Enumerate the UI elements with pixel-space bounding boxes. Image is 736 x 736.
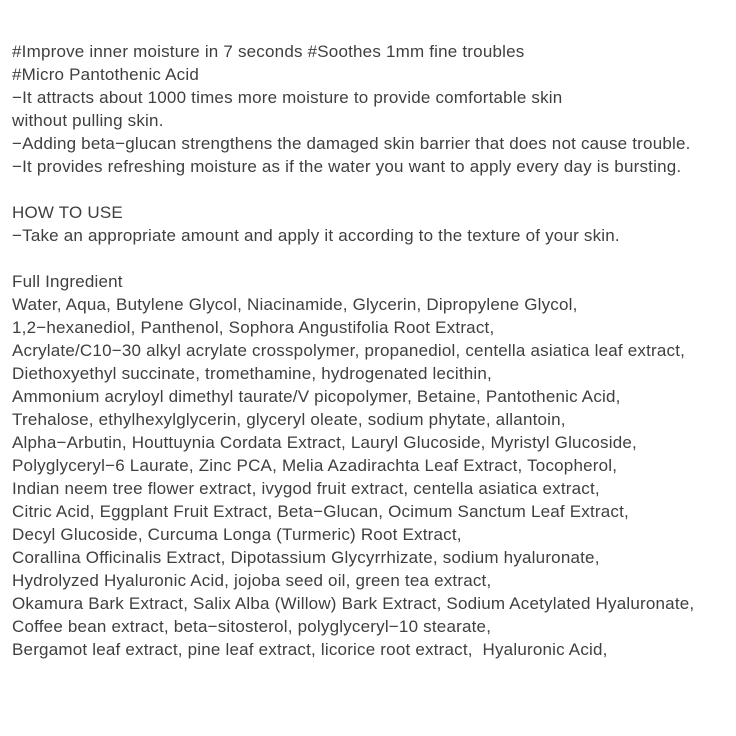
text-line: Decyl Glucoside, Curcuma Longa (Turmeric) Root Extract, <box>12 525 462 544</box>
text-line: 1,2−hexanediol, Panthenol, Sophora Angustifolia Root Extract, <box>12 318 495 337</box>
intro-paragraph <box>12 40 732 178</box>
text-line: Water, Aqua, Butylene Glycol, Niacinamide, Glycerin, Dipropylene Glycol, <box>12 295 578 314</box>
blank-line <box>12 247 732 270</box>
text-line: without pulling skin. <box>12 111 164 130</box>
text-line: Indian neem tree flower extract, ivygod fruit extract, centella asiatica extract, <box>12 479 600 498</box>
how-to-use-heading: HOW TO USE <box>12 203 123 222</box>
text-line: #Improve inner moisture in 7 seconds #Soothes 1mm fine troubles <box>12 42 525 61</box>
text-line: #Micro Pantothenic Acid <box>12 65 199 84</box>
ingredients-heading: Full Ingredient <box>12 272 123 291</box>
text-line: −It attracts about 1000 times more moisture to provide comfortable skin <box>12 88 563 107</box>
how-to-use-section <box>12 201 732 247</box>
text-line: Coffee bean extract, beta−sitosterol, polyglyceryl−10 stearate, <box>12 617 492 636</box>
text-line: Okamura Bark Extract, Salix Alba (Willow) Bark Extract, Sodium Acetylated Hyaluronate, <box>12 594 695 613</box>
text-line: Citric Acid, Eggplant Fruit Extract, Beta−Glucan, Ocimum Sanctum Leaf Extract, <box>12 502 629 521</box>
ingredients-section <box>12 270 732 661</box>
text-line: Polyglyceryl−6 Laurate, Zinc PCA, Melia Azadirachta Leaf Extract, Tocopherol, <box>12 456 618 475</box>
text-line: Hydrolyzed Hyaluronic Acid, jojoba seed oil, green tea extract, <box>12 571 492 590</box>
text-line: Ammonium acryloyl dimethyl taurate/V picopolymer, Betaine, Pantothenic Acid, <box>12 387 621 406</box>
text-line: Acrylate/C10−30 alkyl acrylate crosspolymer, propanediol, centella asiatica leaf extract, <box>12 341 686 360</box>
text-line: Corallina Officinalis Extract, Dipotassium Glycyrrhizate, sodium hyaluronate, <box>12 548 600 567</box>
text-line: −Adding beta−glucan strengthens the damaged skin barrier that does not cause trouble. <box>12 134 691 153</box>
text-line: −It provides refreshing moisture as if the water you want to apply every day is bursting. <box>12 157 682 176</box>
blank-line <box>12 178 732 201</box>
text-line: Diethoxyethyl succinate, tromethamine, hydrogenated lecithin, <box>12 364 492 383</box>
text-line: Alpha−Arbutin, Houttuynia Cordata Extract, Lauryl Glucoside, Myristyl Glucoside, <box>12 433 637 452</box>
how-to-use-instruction: −Take an appropriate amount and apply it according to the texture of your skin. <box>12 226 620 245</box>
text-line: Bergamot leaf extract, pine leaf extract, licorice root extract, Hyaluronic Acid, <box>12 640 608 659</box>
ingredients-list <box>12 293 732 661</box>
text-line: Trehalose, ethylhexylglycerin, glyceryl oleate, sodium phytate, allantoin, <box>12 410 566 429</box>
